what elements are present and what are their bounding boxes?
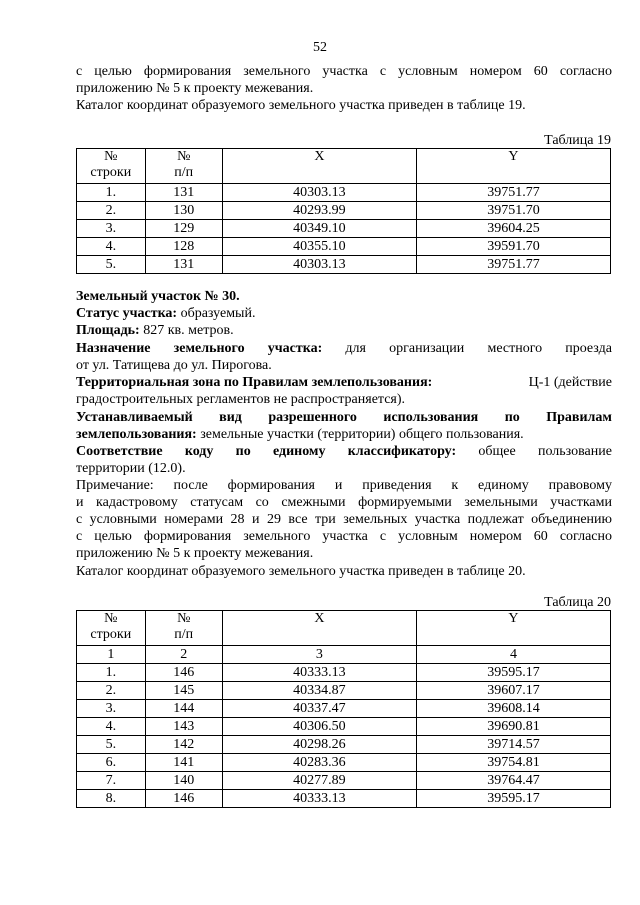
table-cell: 39604.25 (416, 220, 610, 238)
table-cell: 39764.47 (416, 772, 610, 790)
table-cell: 40283.36 (222, 754, 416, 772)
text-fragment: 827 кв. метров. (139, 323, 234, 338)
parcel-purpose-line-2: от ул. Татищева до ул. Пирогова. (76, 358, 272, 373)
text-fragment: разрешенного (268, 410, 357, 425)
header-x: X (222, 611, 416, 646)
table-cell: 39608.14 (416, 700, 610, 718)
text-fragment: Территориальная зона по Правилам землепользования: (76, 375, 433, 390)
table-cell: 2 (145, 646, 222, 664)
table-cell: 40277.89 (222, 772, 416, 790)
parcel-class-line-2: территории (12.0). (76, 461, 186, 476)
text-fragment: Площадь: (76, 323, 140, 338)
table-cell: 128 (145, 238, 222, 256)
table-cell: 131 (145, 184, 222, 202)
table-cell: 40334.87 (222, 682, 416, 700)
table-row (77, 718, 611, 736)
parcel-zone-line-2: градостроительных регламентов не распространяется). (76, 392, 406, 407)
text-fragment: № (104, 611, 118, 626)
table-cell: 39714.57 (416, 736, 610, 754)
text-fragment: использования (383, 410, 479, 425)
table-cell: 39754.81 (416, 754, 610, 772)
table-cell: 39751.77 (416, 256, 610, 274)
table-cell: 145 (145, 682, 222, 700)
parcel-status (76, 305, 612, 322)
table-cell: 40293.99 (222, 202, 416, 220)
table-cell: 8. (77, 790, 146, 808)
table-row (77, 754, 611, 772)
intro-line-1: с целью формирования земельного участка с условным номером 60 согласно (76, 64, 612, 79)
parcel-area (76, 322, 612, 339)
text-fragment: Правилам (546, 410, 612, 425)
table-cell: 140 (145, 772, 222, 790)
text-fragment: общее (478, 444, 516, 459)
table-cell: 40303.13 (222, 256, 416, 274)
table-cell: 39751.70 (416, 202, 610, 220)
table-row (77, 202, 611, 220)
parcel-title (76, 288, 612, 305)
table-cell: 1. (77, 184, 146, 202)
table-cell: 146 (145, 664, 222, 682)
header-row-number (77, 149, 146, 184)
note-line-1: Примечание: после формирования и приведения к единому правовому (76, 478, 612, 493)
table-cell: 3. (77, 220, 146, 238)
text-fragment: земельные участки (территории) общего пользования. (196, 427, 524, 442)
header-point-number (145, 149, 222, 184)
table-cell: 40333.13 (222, 790, 416, 808)
table-row (77, 184, 611, 202)
table-cell: 40349.10 (222, 220, 416, 238)
text-fragment: для (345, 341, 366, 356)
text-fragment: строки (90, 165, 132, 180)
note-line-3: с условными номерами 28 и 29 все три земельных участка подлежат объединению (76, 512, 612, 527)
table-20 (76, 610, 611, 808)
table-row (77, 256, 611, 274)
table-cell: 40303.13 (222, 184, 416, 202)
intro-line-2: приложению № 5 к проекту межевания. (76, 81, 314, 96)
table-cell: 40333.13 (222, 664, 416, 682)
table-header-row (77, 149, 611, 184)
table-cell: 7. (77, 772, 146, 790)
text-fragment: Статус участка: (76, 306, 178, 321)
table19-caption: Таблица 19 (544, 133, 611, 148)
text-fragment: строки (90, 627, 132, 642)
table-cell: 4. (77, 238, 146, 256)
table-row (77, 790, 611, 808)
text-fragment: Устанавливаемый (76, 410, 193, 425)
table-cell: 141 (145, 754, 222, 772)
table-cell: 131 (145, 256, 222, 274)
table-cell: 40355.10 (222, 238, 416, 256)
text-fragment: Назначение (76, 341, 151, 356)
table-cell: 2. (77, 202, 146, 220)
table-cell: 3. (77, 700, 146, 718)
table-cell: 40337.47 (222, 700, 416, 718)
text-fragment: местного (487, 341, 543, 356)
text-fragment: п/п (174, 165, 194, 180)
text-fragment: образуемый. (177, 306, 256, 321)
table-cell: 39595.17 (416, 790, 610, 808)
table-row (77, 220, 611, 238)
text-fragment: классификатору: (347, 444, 457, 459)
table-cell: 40298.26 (222, 736, 416, 754)
text-fragment: организации (389, 341, 465, 356)
text-fragment: пользование (538, 444, 612, 459)
table-row (77, 700, 611, 718)
header-y: Y (416, 149, 610, 184)
header-point-number (145, 611, 222, 646)
header-row-number (77, 611, 146, 646)
header-x: X (222, 149, 416, 184)
note-line-4: с целью формирования земельного участка с условным номером 60 согласно (76, 529, 612, 544)
text-fragment: № (104, 149, 118, 164)
table-cell: 3 (222, 646, 416, 664)
text-fragment: проезда (565, 341, 612, 356)
catalog-reference: Каталог координат образуемого земельного участка приведен в таблице 20. (76, 564, 526, 579)
header-y: Y (416, 611, 610, 646)
note-line-5: приложению № 5 к проекту межевания. (76, 546, 314, 561)
table-row (77, 772, 611, 790)
text-fragment: Земельный участок № 30. (76, 289, 240, 304)
parcel-use-line-1 (76, 409, 612, 426)
table-cell: 4. (77, 718, 146, 736)
table-row (77, 682, 611, 700)
parcel-class-line-1 (76, 443, 612, 460)
table-cell: 2. (77, 682, 146, 700)
text-fragment: по (504, 410, 520, 425)
table20-caption: Таблица 20 (544, 595, 611, 610)
table-row (77, 664, 611, 682)
table-cell: 39591.70 (416, 238, 610, 256)
text-fragment: единому (272, 444, 326, 459)
table-cell: 146 (145, 790, 222, 808)
table-19 (76, 148, 611, 274)
text-fragment: коду (184, 444, 214, 459)
table-numbering-row (77, 646, 611, 664)
table-row (77, 238, 611, 256)
text-fragment: участка: (267, 341, 323, 356)
table-cell: 5. (77, 736, 146, 754)
text-fragment: № (177, 149, 191, 164)
table-cell: 39595.17 (416, 664, 610, 682)
table-row (77, 736, 611, 754)
table-cell: 39690.81 (416, 718, 610, 736)
table-cell: 142 (145, 736, 222, 754)
table-cell: 1. (77, 664, 146, 682)
table-cell: 130 (145, 202, 222, 220)
table-cell: 5. (77, 256, 146, 274)
page-number: 52 (313, 40, 327, 55)
note-line-2: и кадастровому статусам со смежными формируемыми земельными участками (76, 495, 612, 510)
text-fragment: Соответствие (76, 444, 163, 459)
text-fragment: № (177, 611, 191, 626)
table-cell: 39751.77 (416, 184, 610, 202)
text-fragment: п/п (174, 627, 194, 642)
table-cell: 39607.17 (416, 682, 610, 700)
table-cell: 143 (145, 718, 222, 736)
table-cell: 6. (77, 754, 146, 772)
parcel-purpose-line-1 (76, 340, 612, 357)
table-cell: 144 (145, 700, 222, 718)
parcel-zone-line-1 (76, 374, 612, 391)
text-fragment: вид (219, 410, 242, 425)
table-header-row (77, 611, 611, 646)
text-fragment: землепользования: (76, 427, 197, 442)
text-fragment: Ц-1 (действие (528, 375, 612, 390)
table-cell: 40306.50 (222, 718, 416, 736)
text-fragment: по (235, 444, 251, 459)
table-cell: 4 (416, 646, 610, 664)
intro-line-3: Каталог координат образуемого земельного участка приведен в таблице 19. (76, 98, 526, 113)
table-cell: 1 (77, 646, 146, 664)
text-fragment: земельного (173, 341, 245, 356)
parcel-use-line-2 (76, 426, 612, 443)
table-cell: 129 (145, 220, 222, 238)
